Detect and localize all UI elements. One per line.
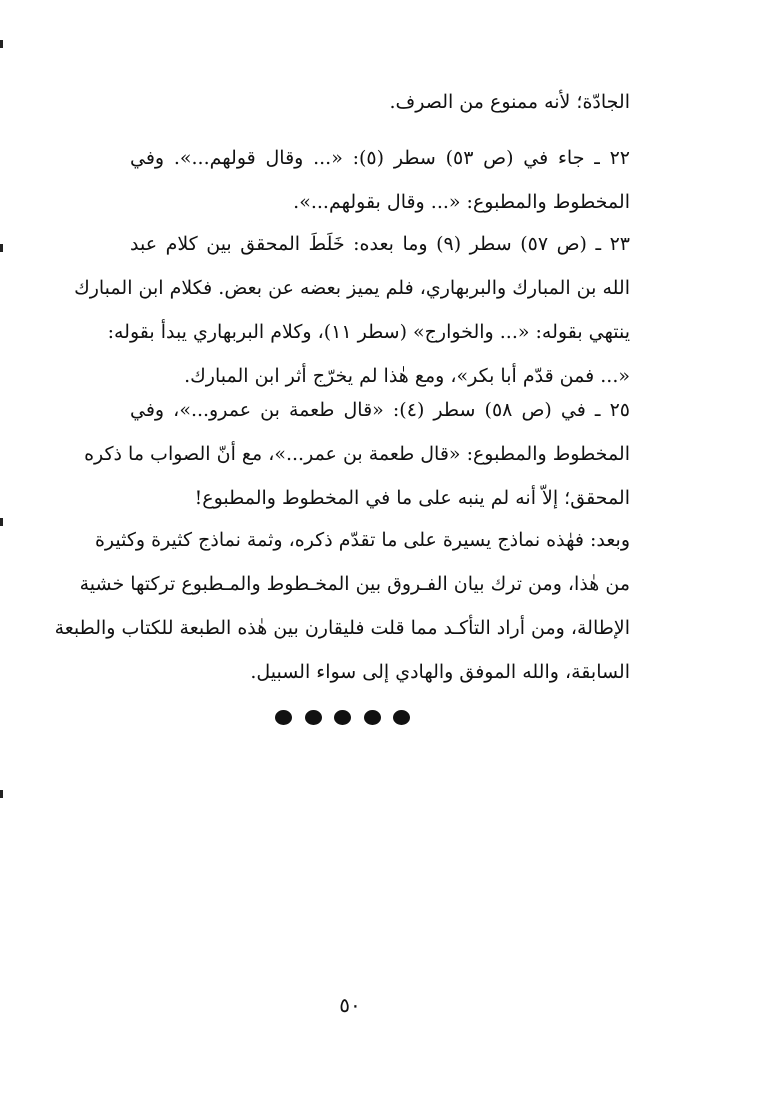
- text-line: وبعد: فهٰذه نماذج يسيرة على ما تقدّم ذكره، وثمة نماذج كثيرة وكثيرة: [94, 529, 630, 551]
- divider-dot-icon: [275, 710, 292, 725]
- text-line: الله بن المبارك والبربهاري، فلم يميز بعضه عن بعض. فكلام ابن المبارك: [74, 277, 630, 299]
- text-line: الجادّة؛ لأنه ممنوع من الصرف.: [389, 91, 630, 113]
- scan-edge-mark: [0, 790, 3, 798]
- text-line: المحقق؛ إلاّ أنه لم ينبه على ما في المخطوط والمطبوع!: [194, 487, 630, 509]
- paragraph-item-22: [130, 136, 630, 224]
- text-line: المخطوط والمطبوع: «قال طعمة بن عمر...»، مع أنّ الصواب ما ذكره: [84, 443, 630, 465]
- divider-dot-icon: [334, 710, 351, 725]
- divider-dot-icon: [364, 710, 381, 725]
- text-line: «... فمن قدّم أبا بكر»، ومع هٰذا لم يخرّج أثر ابن المبارك.: [184, 365, 630, 387]
- divider-dot-icon: [393, 710, 410, 725]
- text-line: الإطالة، ومن أراد التأكـد مما قلت فليقارن بين هٰذه الطبعة للكتاب والطبعة: [54, 617, 630, 639]
- page-number: ٥٠: [339, 993, 361, 1017]
- divider-dot-icon: [305, 710, 322, 725]
- section-divider: [275, 709, 410, 725]
- scan-edge-mark: [0, 518, 3, 526]
- text-line: ٢٣ ـ (ص ٥٧) سطر (٩) وما بعده: خَلَطَ المحقق بين كلام عبد: [130, 233, 630, 255]
- paragraph-item-23: [74, 222, 630, 398]
- text-line: السابقة، والله الموفق والهادي إلى سواء السبيل.: [250, 661, 630, 683]
- text-line: ينتهي بقوله: «... والخوارج» (سطر ١١)، وكلام البربهاري يبدأ بقوله:: [107, 321, 630, 343]
- scan-edge-mark: [0, 40, 3, 48]
- text-line: ٢٥ ـ في (ص ٥٨) سطر (٤): «قال طعمة بن عمرو...»، وفي: [130, 399, 630, 421]
- paragraph-intro: [130, 80, 630, 124]
- text-line: ٢٢ ـ جاء في (ص ٥٣) سطر (٥): «... وقال قولهم...». وفي: [130, 147, 630, 169]
- text-line: من هٰذا، ومن ترك بيان الفـروق بين المخـطوط والمـطبوع تركتها خشية: [79, 573, 630, 595]
- scan-edge-mark: [0, 244, 3, 252]
- text-line: المخطوط والمطبوع: «... وقال بقولهم...».: [293, 191, 630, 213]
- paragraph-item-25: [84, 388, 630, 520]
- paragraph-closing: [54, 518, 630, 694]
